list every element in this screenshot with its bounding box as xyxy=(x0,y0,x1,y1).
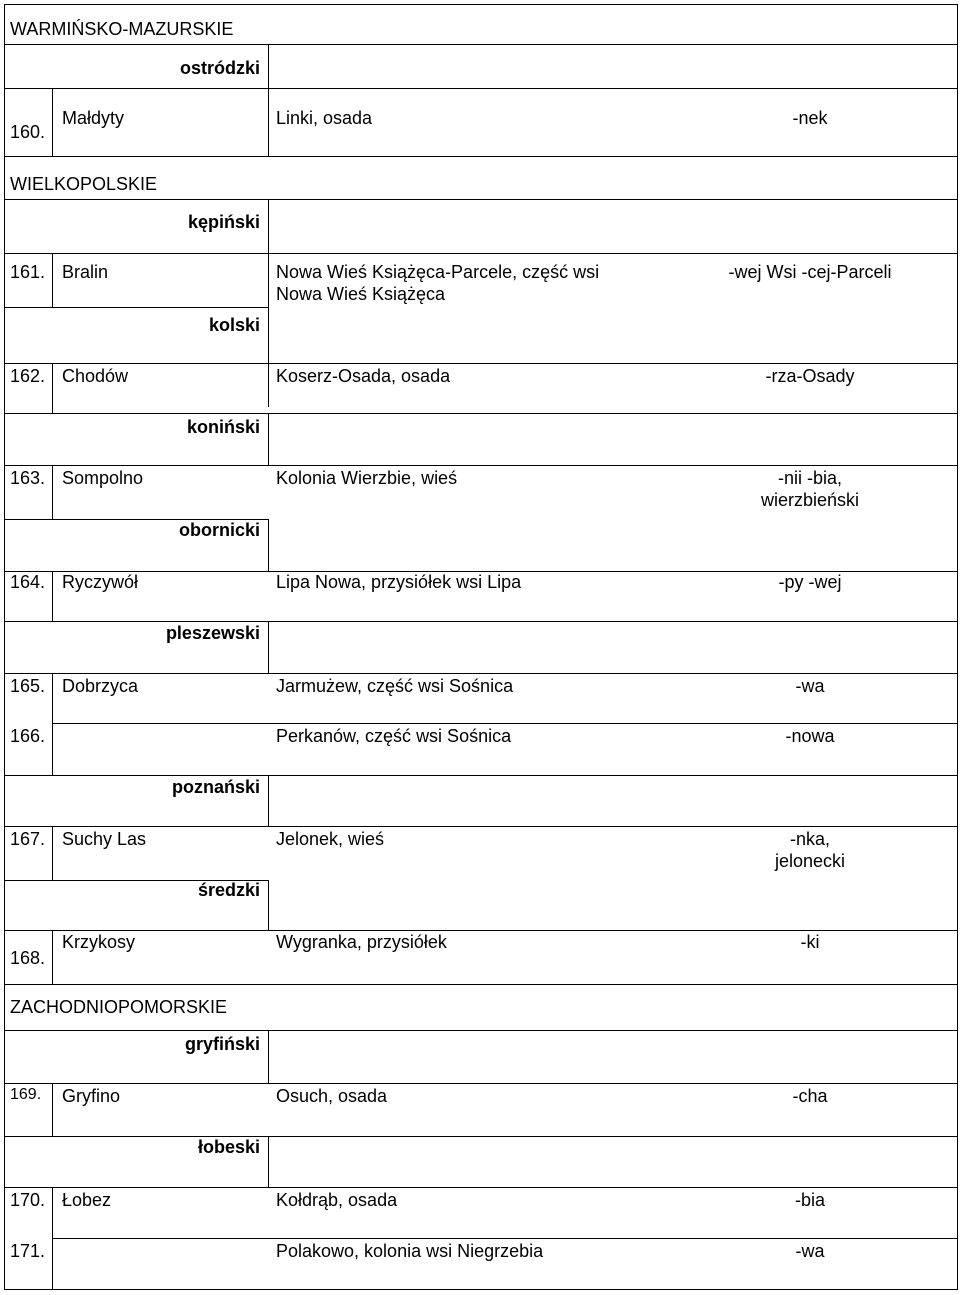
district-heading: poznański xyxy=(171,777,260,797)
row-number: 165. xyxy=(10,676,46,696)
gmina-name: Chodów xyxy=(62,366,129,386)
locality-name: Kolonia Wierzbie, wieś xyxy=(276,468,458,488)
district-heading: gryfiński xyxy=(184,1034,260,1054)
suffix-form: -cha xyxy=(792,1086,828,1106)
district-heading: łobeski xyxy=(197,1137,260,1157)
suffix-form: -wa xyxy=(795,1241,825,1261)
suffix-form: -nowa xyxy=(785,726,835,746)
row-number: 166. xyxy=(10,726,46,746)
row-number: 167. xyxy=(10,829,46,849)
suffix-form-line2: wierzbieński xyxy=(760,490,860,510)
region-heading-wielkopolskie: WIELKOPOLSKIE xyxy=(10,174,158,194)
row-number: 169. xyxy=(10,1086,42,1103)
district-heading: koniński xyxy=(186,417,260,437)
locality-name: Lipa Nowa, przysiółek wsi Lipa xyxy=(276,572,522,592)
district-heading: obornicki xyxy=(178,520,260,540)
suffix-form: -nii -bia, xyxy=(777,468,843,488)
district-heading: ostródzki xyxy=(179,58,260,78)
row-number: 162. xyxy=(10,366,46,386)
locality-name: Koserz-Osada, osada xyxy=(276,366,451,386)
locality-name: Osuch, osada xyxy=(276,1086,388,1106)
row-number: 161. xyxy=(10,262,46,282)
gmina-name: Ryczywół xyxy=(62,572,139,592)
suffix-form: -wej Wsi -cej-Parceli xyxy=(728,262,892,282)
suffix-form: -ki xyxy=(800,932,820,952)
locality-name: Perkanów, część wsi Sośnica xyxy=(276,726,512,746)
gmina-name: Dobrzyca xyxy=(62,676,139,696)
suffix-form: -bia xyxy=(794,1190,825,1210)
locality-name-line2: Nowa Wieś Książęca xyxy=(276,284,446,304)
gmina-name: Gryfino xyxy=(62,1086,121,1106)
locality-name: Jelonek, wieś xyxy=(276,829,385,849)
row-number: 170. xyxy=(10,1190,46,1210)
row-number: 164. xyxy=(10,572,46,592)
district-heading: kępiński xyxy=(187,212,260,232)
locality-name: Jarmużew, część wsi Sośnica xyxy=(276,676,514,696)
district-heading: pleszewski xyxy=(165,623,260,643)
region-heading-warminsko: WARMIŃSKO-MAZURSKIE xyxy=(10,19,234,39)
gmina-name: Małdyty xyxy=(62,108,125,128)
gmina-name: Łobez xyxy=(62,1190,112,1210)
district-heading: średzki xyxy=(197,880,260,900)
suffix-form: -rza-Osady xyxy=(765,366,855,386)
locality-name: Linki, osada xyxy=(276,108,373,128)
gmina-name: Bralin xyxy=(62,262,109,282)
suffix-form-line2: jelonecki xyxy=(774,851,846,871)
suffix-form: -nka, xyxy=(789,829,831,849)
row-number: 168. xyxy=(10,948,46,968)
gmina-name: Krzykosy xyxy=(62,932,136,952)
locality-name: Wygranka, przysiółek xyxy=(276,932,447,952)
locality-name: Kołdrąb, osada xyxy=(276,1190,398,1210)
locality-name: Nowa Wieś Książęca-Parcele, część wsi xyxy=(276,262,600,282)
suffix-form: -py -wej xyxy=(778,572,842,592)
locality-name: Polakowo, kolonia wsi Niegrzebia xyxy=(276,1241,544,1261)
region-heading-zachodniopomorskie: ZACHODNIOPOMORSKIE xyxy=(10,997,228,1017)
suffix-form: -nek xyxy=(792,108,828,128)
district-heading: kolski xyxy=(208,315,260,335)
row-number: 163. xyxy=(10,468,46,488)
gmina-name: Sompolno xyxy=(62,468,144,488)
suffix-form: -wa xyxy=(795,676,825,696)
row-number: 160. xyxy=(10,122,46,142)
row-number: 171. xyxy=(10,1241,46,1261)
gmina-name: Suchy Las xyxy=(62,829,147,849)
